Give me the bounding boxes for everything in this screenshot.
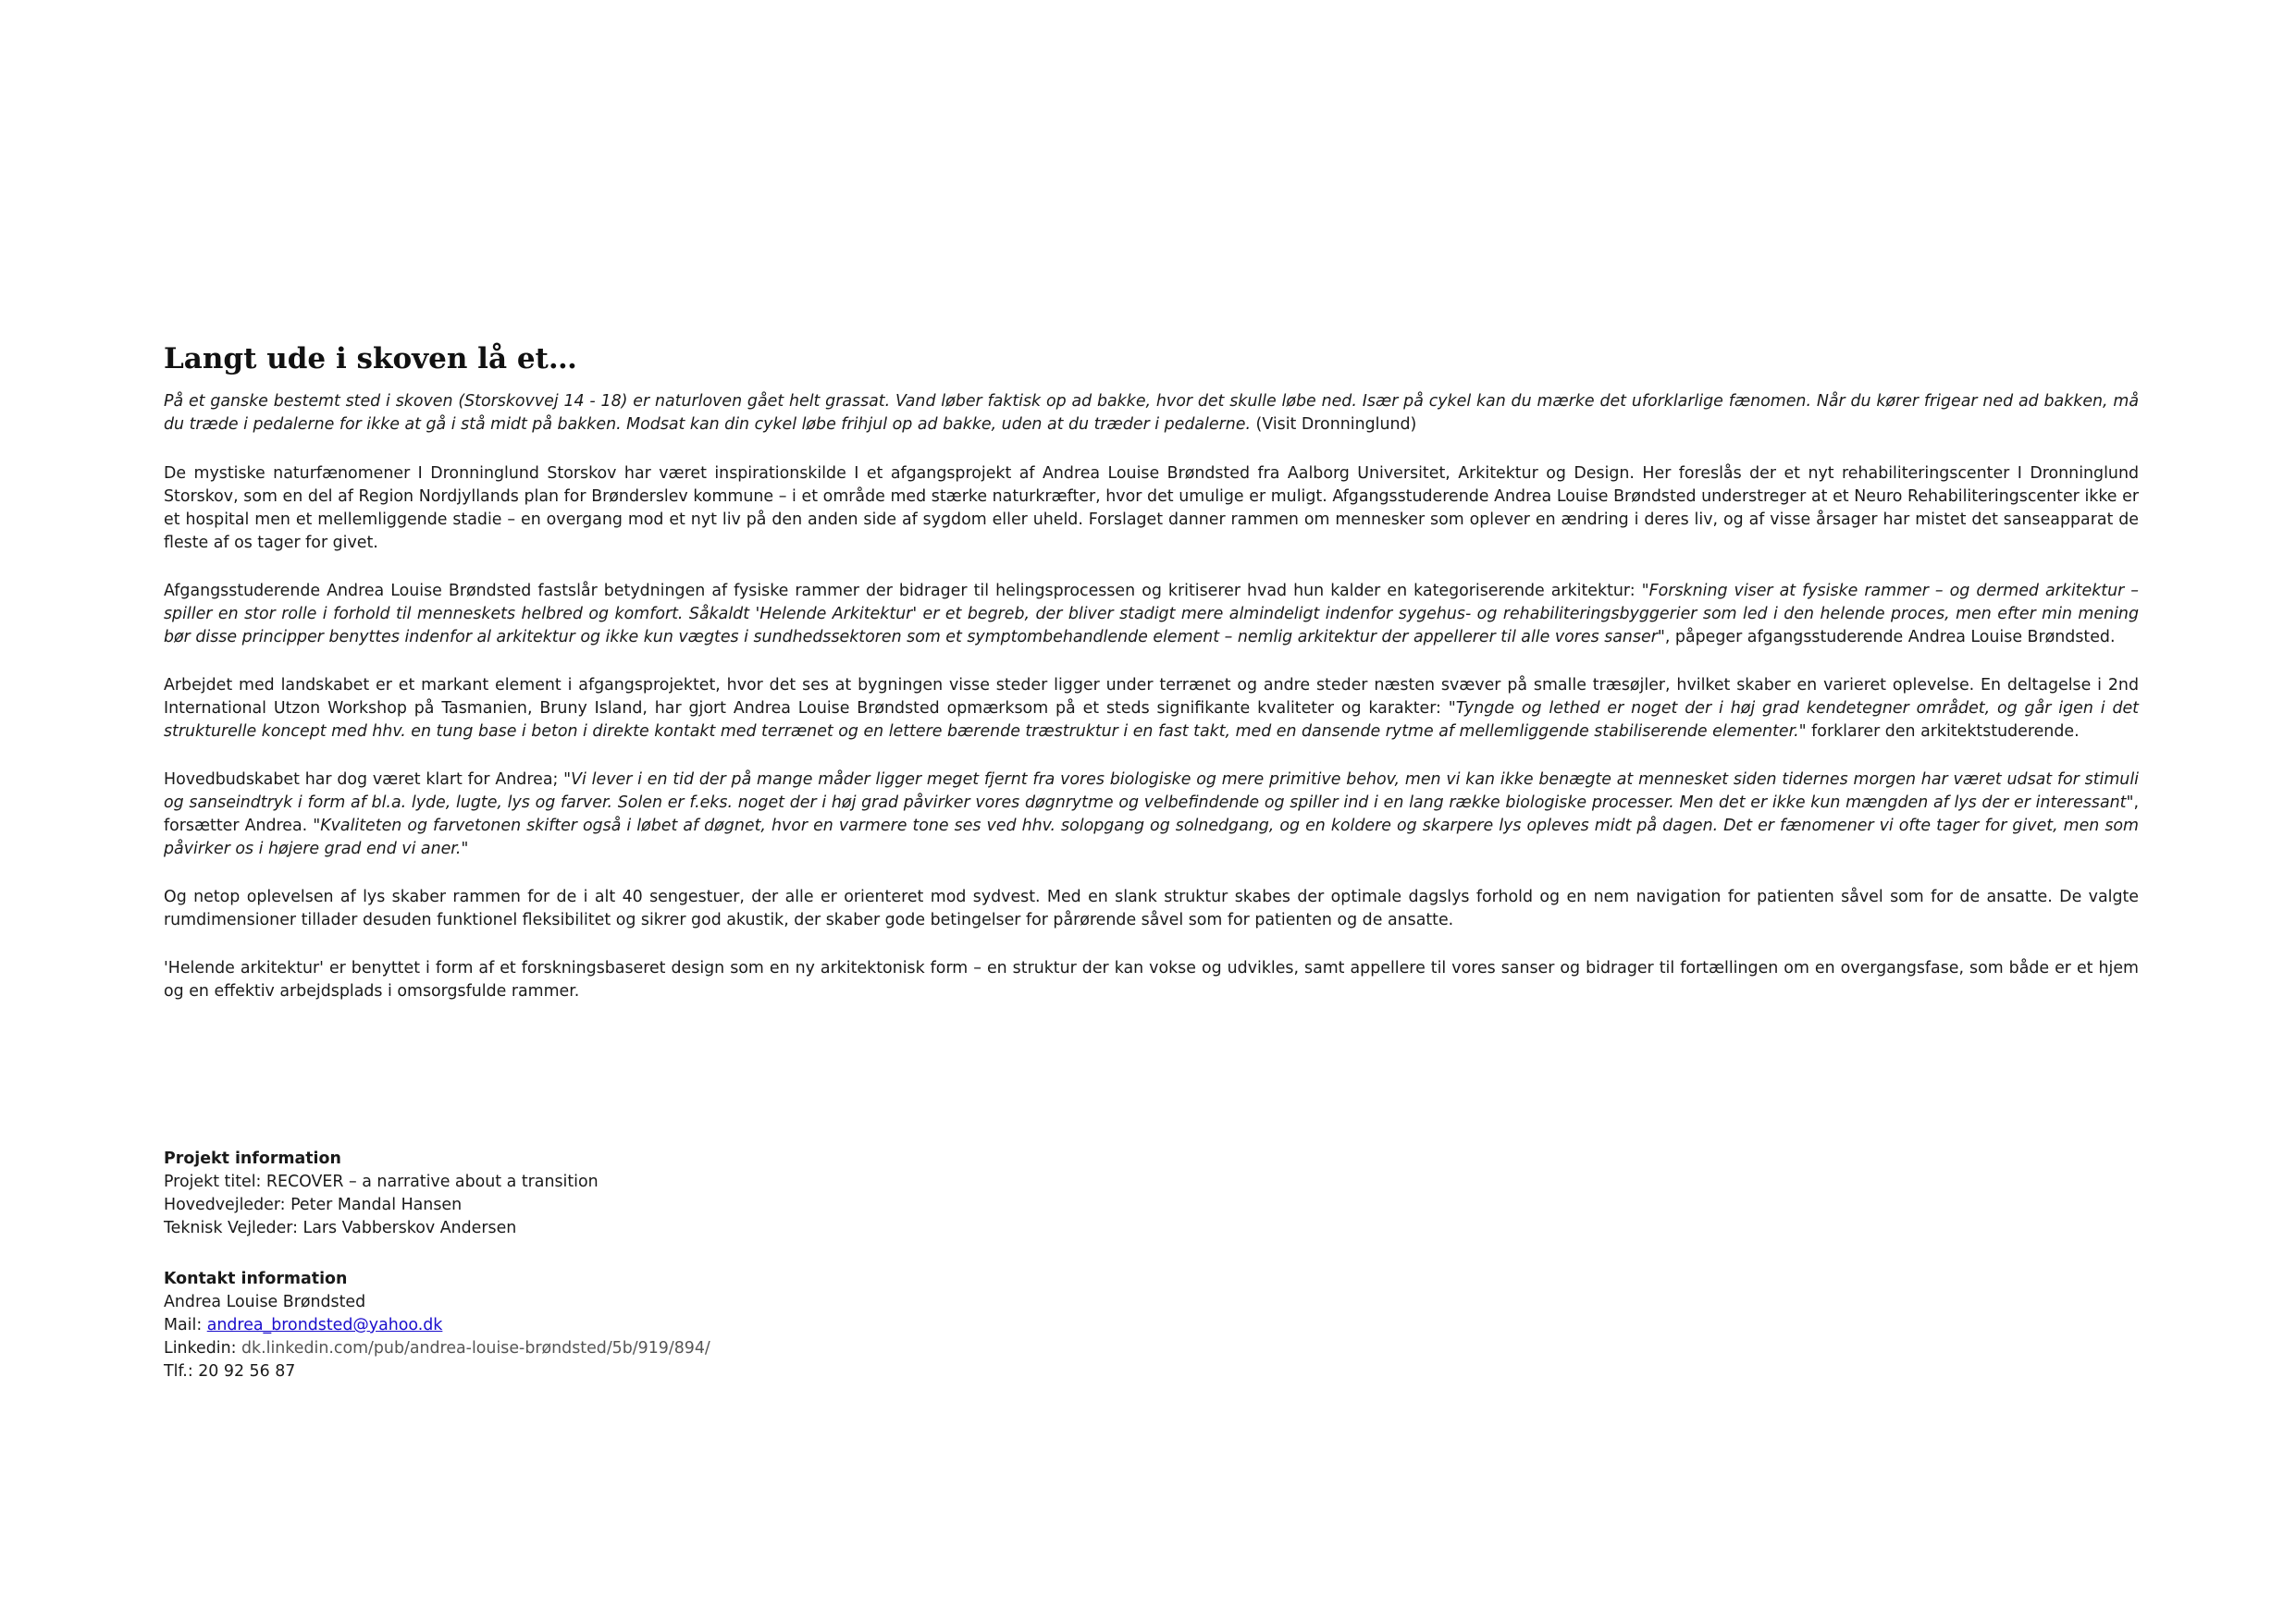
paragraph-4-middle: , forsætter Andrea. [164, 793, 2139, 835]
paragraph-4-text: Hovedbudskabet har dog været klart for Andrea; [164, 770, 564, 789]
intro-paragraph [164, 390, 2139, 436]
article-title: Langt ude i skoven lå et… [164, 342, 577, 375]
supervisor-line: Hovedvejleder: Peter Mandal Hansen [164, 1196, 463, 1214]
paragraph-2-tail: , påpeger afgangsstuderende Andrea Louise Brøndsted. [1664, 628, 2116, 646]
body-paragraph-2 [164, 580, 2139, 649]
contact-info-heading: Kontakt information [164, 1270, 348, 1288]
body-paragraph-6: 'Helende arkitektur' er benyttet i form af et forskningsbaseret design som en ny arkitektonisk form – en struktur der kan vokse og udvikles, samt appellere til vores sanser og bidrager til fortællingen om en overgangsfase, som både er et hjem og en effektiv arbejdsplads i omsorgsfulde rammer. [164, 959, 2139, 1001]
project-info-heading: Projekt information [164, 1150, 341, 1168]
linkedin-label: Linkedin: [164, 1339, 241, 1358]
linkedin-url: dk.linkedin.com/pub/andrea-louise-brøndsted/5b/919/894/ [241, 1339, 710, 1358]
body-paragraph-5: Og netop oplevelsen af lys skaber rammen for de i alt 40 sengestuer, der alle er orienteret mod sydvest. Med en slank struktur skabes der optimale dagslys forhold og en nem navigation for patienten såvel som for de ansatte. De valgte rumdimensioner tillader desuden funktionel fleksibilitet og sikrer god akustik, der skaber gode betingelser for pårørende såvel som for patienten og de ansatte. [164, 888, 2139, 929]
contact-name: Andrea Louise Brøndsted [164, 1293, 366, 1311]
body-paragraph-4 [164, 768, 2139, 861]
contact-linkedin-line [164, 1337, 1274, 1360]
paragraph-3-quote: "Tyngde og lethed er noget der i høj grad kendetegner området, og går igen i det strukturelle koncept med hhv. en tung base i beton i direkte kontakt med terrænet og en lettere bærende træstruktur i en fast takt, med en dansende rytme af mellemliggende stabiliserende elementer." [164, 699, 2139, 741]
paragraph-2-quote: "Forskning viser at fysiske rammer – og dermed arkitektur – spiller en stor rolle i forhold til menneskets helbred og komfort. Såkaldt 'Helende Arkitektur' er et begreb, der bliver stadigt mere almindeligt indenfor sygehus- og rehabiliteringsbyggerier som led i den helende proces, men efter min mening bør disse principper benyttes indenfor al arkitektur og ikke kun vægtes i sundhedssektoren som et symptombehandlende element – nemlig arkitektur der appellerer til alle vores sanser" [164, 582, 2140, 646]
project-info [164, 1148, 1274, 1240]
technical-supervisor-line: Teknisk Vejleder: Lars Vabberskov Andersen [164, 1219, 517, 1237]
contact-phone: Tlf.: 20 92 56 87 [164, 1362, 296, 1381]
intro-quote: På et ganske bestemt sted i skoven (Storskovvej 14 - 18) er naturloven gået helt grassat. Vand løber faktisk op ad bakke, hvor det skulle løbe ned. Især på cykel kan du mærke det uforklarlige fænomen. Når du kører frigear ned ad bakken, må du træde i pedalerne for ikke at gå i stå midt på bakken. Modsat kan din cykel løbe frihjul op ad bakke, uden at du træder i pedalerne. [164, 392, 2139, 434]
body-paragraph-1: De mystiske naturfænomener I Dronninglund Storskov har været inspirationskilde I et afgangsprojekt af Andrea Louise Brøndsted fra Aalborg Universitet, Arkitektur og Design. Her foreslås der et nyt rehabiliteringscenter I Dronninglund Storskov, som en del af Region Nordjyllands plan for Brønderslev kommune – i et område med stærke naturkræfter, hvor det umulige er muligt. Afgangsstuderende Andrea Louise Brøndsted understreger at et Neuro Rehabiliteringscenter ikke er et hospital men et mellemliggende stadie – en overgang mod et nyt liv på den anden side af sygdom eller uheld. Forslaget danner rammen om mennesker som oplever en ændring i deres liv, og af visse årsager har mistet det sanseapparat de fleste af os tager for givet. [164, 464, 2139, 552]
contact-info [164, 1268, 1274, 1383]
mail-label: Mail: [164, 1316, 207, 1334]
intro-source: (Visit Dronninglund) [1251, 415, 1417, 434]
paragraph-3-text: Arbejdet med landskabet er et markant element i afgangsprojektet, hvor det ses at bygningen visse steder ligger under terrænet og andre steder næsten svæver på smalle træsøjler, hvilket skaber en varieret oplevelse. En deltagelse i 2nd International Utzon Workshop på Tasmanien, Bruny Island, har gjort Andrea Louise Brøndsted opmærksom på et steds signifikante kvaliteter og karakter: [164, 676, 2139, 718]
paragraph-2-text: Afgangsstuderende Andrea Louise Brøndsted fastslår betydningen af fysiske rammer der bidrager til helingsprocessen og kritiserer hvad hun kalder en kategoriserende arkitektur: [164, 582, 1642, 600]
article [164, 340, 2139, 1028]
mail-link[interactable]: andrea_brondsted@yahoo.dk [206, 1316, 443, 1334]
paragraph-4-quote-1: "Vi lever i en tid der på mange måder ligger meget fjernt fra vores biologiske og mere primitive behov, men vi kan ikke benægte at mennesket siden tidernes morgen har været udsat for stimuli og sanseindtryk i form af bl.a. lyde, lugte, lys og farver. Solen er f.eks. noget der i høj grad påvirker vores døgnrytme og velbefindende og spiller ind i en lang række biologiske processer. Men det er ikke kun mængden af lys der er interessant" [164, 770, 2139, 812]
body-paragraph-3 [164, 674, 2139, 744]
paragraph-3-tail: forklarer den arkitektstuderende. [1806, 722, 2080, 741]
contact-mail-line [164, 1314, 1274, 1337]
paragraph-4-quote-2: "Kvaliteten og farvetonen skifter også i løbet af døgnet, hvor en varmere tone ses ved hhv. solopgang og solnedgang, og en koldere og skarpere lys opleves midt på dagen. Det er fænomener vi ofte tager for givet, men som påvirker os i højere grad end vi aner." [164, 817, 2139, 858]
project-title-line: Projekt titel: RECOVER – a narrative about a transition [164, 1173, 599, 1191]
